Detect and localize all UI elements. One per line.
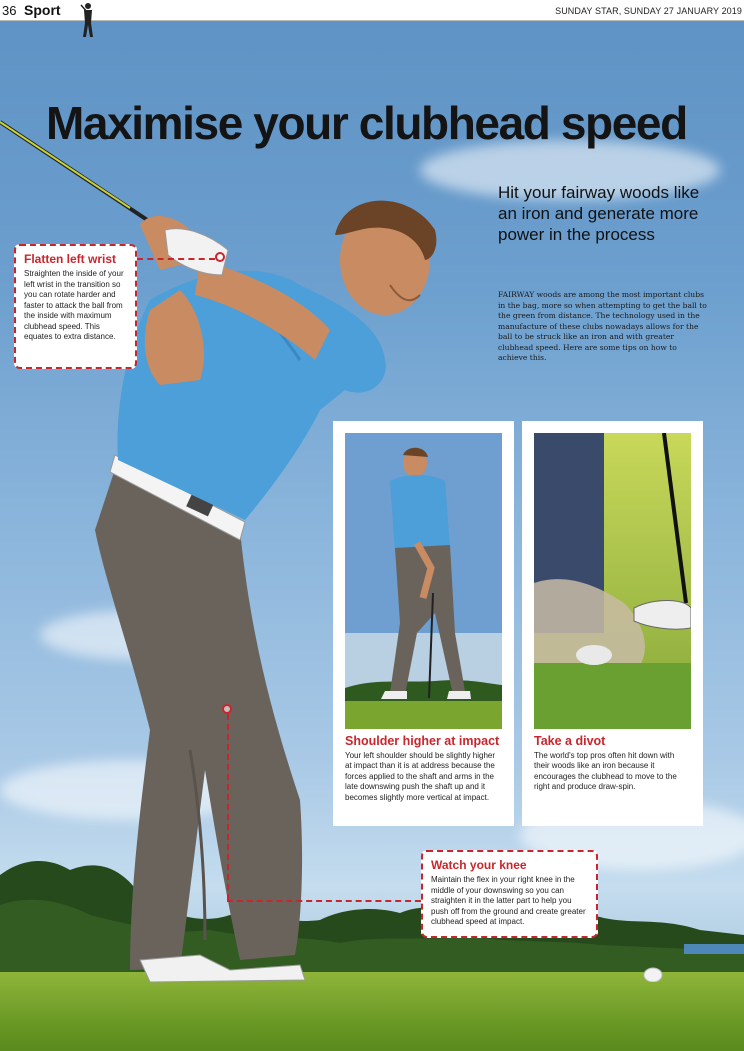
tip-title: Take a divot <box>534 734 606 748</box>
tip-watch-your-knee <box>421 850 598 938</box>
tip-body: Maintain the flex in your right knee in the middle of your downswing so you can straighten it in the latter part to help you push off from the ground and create greater clubhead speed at impact. <box>431 875 586 926</box>
tip-panel-shoulder <box>333 421 514 826</box>
golf-ball <box>642 966 664 982</box>
article-headline: Maximise your clubhead speed <box>46 97 687 149</box>
knee-marker <box>222 704 232 714</box>
tip-body: Your left shoulder should be slightly higher at impact than it is at address because the forces applied to the shaft and arms in the late downswing push the shaft up and it becomes slightly more vertical at impact. <box>345 751 496 802</box>
dateline: SUNDAY STAR, SUNDAY 27 JANUARY 2019 <box>555 6 742 16</box>
divot-photo <box>534 433 691 729</box>
tip-body: Straighten the inside of your left wrist in the transition so you can rotate harder and faster to attack the ball from the inside with maximum clubhead speed. This equates to extra distance. <box>24 269 124 341</box>
callout-connector <box>227 714 229 900</box>
callout-connector <box>137 258 215 260</box>
article-intro: FAIRWAY woods are among the most important clubs in the bag, more so when attempting to get the ball to the green from distance. The technology used in the manufacture of these clubs nowadays allows for the ball to be struck like an iron and with greater clubhead speed. Here are some tips on how to achieve this. <box>498 290 707 362</box>
section-label: Sport <box>24 2 61 18</box>
tip-title: Flatten left wrist <box>24 252 117 266</box>
wrist-marker <box>215 252 225 262</box>
tip-panel-divot <box>522 421 703 826</box>
tip-flatten-left-wrist <box>14 244 137 369</box>
callout-connector <box>227 900 421 902</box>
tip-title: Shoulder higher at impact <box>345 734 500 748</box>
page-number: 36 <box>2 3 17 18</box>
sea-strip <box>684 944 744 954</box>
article-subhead: Hit your fairway woods like an iron and generate more power in the process <box>498 183 700 244</box>
address-photo <box>345 433 502 729</box>
tip-title: Watch your knee <box>431 858 527 872</box>
golfer-silhouette-icon <box>79 1 97 39</box>
page-header <box>0 0 744 21</box>
tip-body: The world's top pros often hit down with their woods like an iron because it encourages the clubhead to move to the right and produce draw-spin. <box>534 751 677 792</box>
